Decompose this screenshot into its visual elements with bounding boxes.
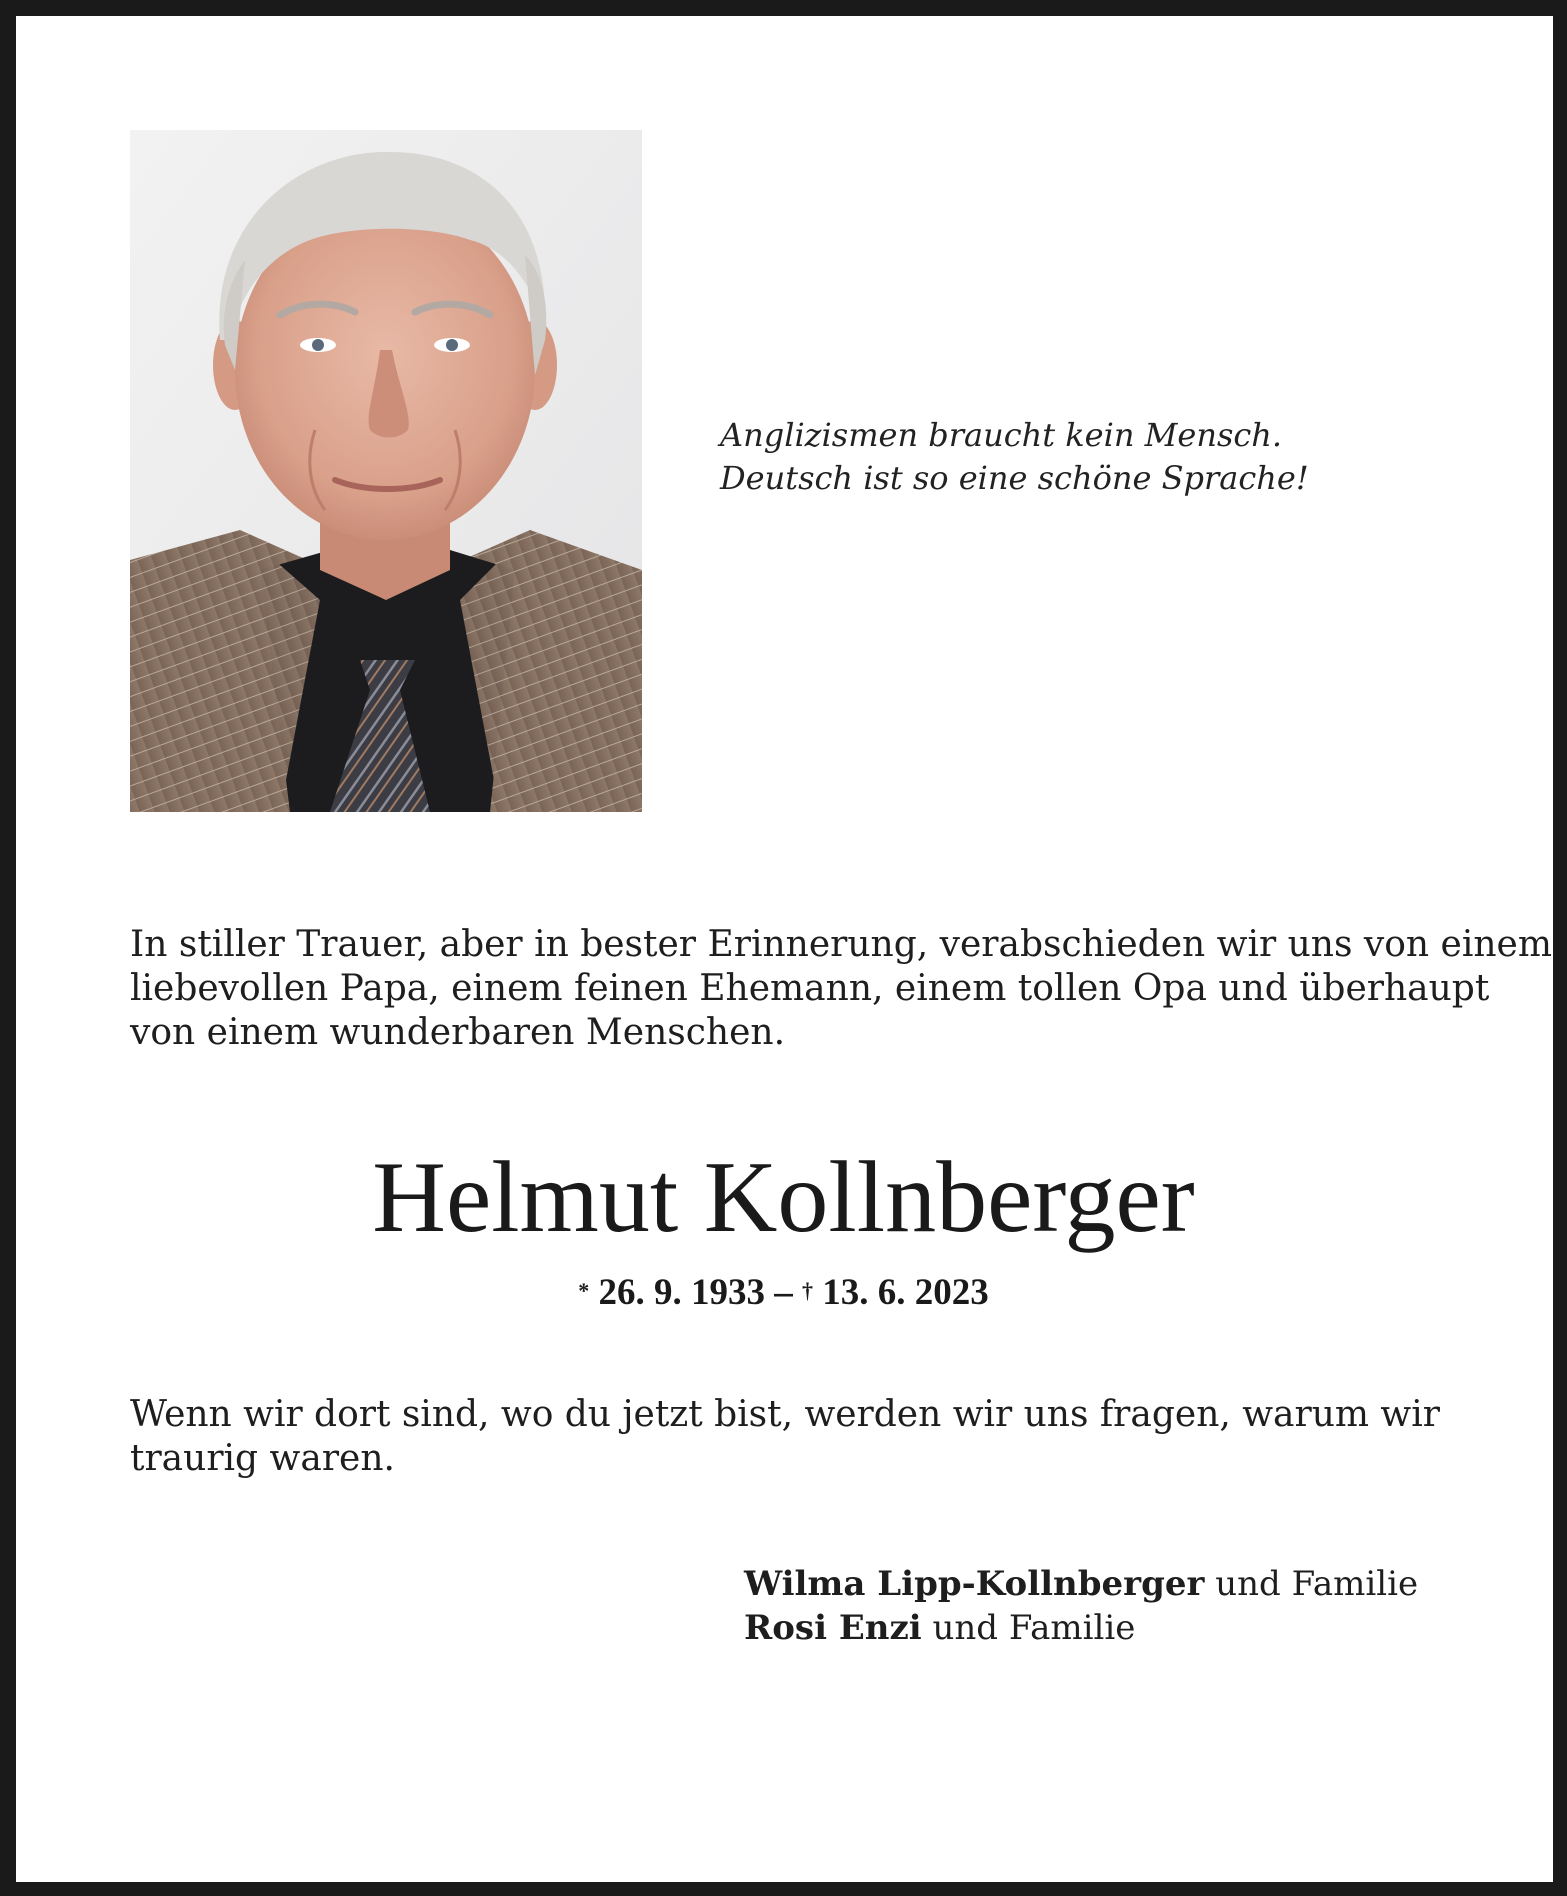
date-separator: – xyxy=(774,1272,793,1313)
closing-word: bist, xyxy=(714,1394,794,1435)
quote-line-2: Deutsch ist so eine schöne Sprache! xyxy=(720,459,1309,497)
closing-word: du xyxy=(564,1394,611,1435)
birth-date: 26. 9. 1933 xyxy=(598,1272,765,1313)
intro-text xyxy=(130,923,1552,1055)
closing-text xyxy=(130,1393,1440,1481)
closing-word: uns xyxy=(1023,1394,1089,1435)
signatures xyxy=(744,1562,1444,1650)
closing-word: jetzt xyxy=(622,1394,703,1435)
quote xyxy=(720,414,1440,500)
closing-word: warum xyxy=(1242,1394,1370,1435)
signature-suffix: und Familie xyxy=(1215,1564,1419,1604)
closing-word: fragen, xyxy=(1099,1394,1231,1435)
closing-word: sind, xyxy=(401,1394,490,1435)
closing-word: wir xyxy=(952,1394,1013,1435)
closing-word: Wenn xyxy=(130,1394,232,1435)
deceased-name: Helmut Kollnberger xyxy=(372,1141,1195,1254)
signature-line xyxy=(744,1606,1444,1650)
intro-line-1: In stiller Trauer, aber in bester Erinnerung, verabschieden wir uns von einem xyxy=(130,924,1552,965)
intro-line-3: von einem wunderbaren Menschen. xyxy=(130,1012,786,1053)
signature-name: Wilma Lipp-Kollnberger xyxy=(744,1564,1205,1604)
intro-line-2: liebevollen Papa, einem feinen Ehemann, einem tollen Opa und überhaupt xyxy=(130,968,1490,1009)
quote-line-1: Anglizismen braucht kein Mensch. xyxy=(720,416,1283,454)
closing-word: werden xyxy=(804,1394,942,1435)
closing-line-1 xyxy=(130,1393,1440,1437)
closing-line-2: traurig waren. xyxy=(130,1438,395,1479)
life-dates xyxy=(0,1270,1567,1316)
birth-symbol: * xyxy=(578,1278,590,1303)
signature-suffix: und Familie xyxy=(932,1608,1136,1648)
death-date: 13. 6. 2023 xyxy=(822,1272,989,1313)
portrait-photo-icon xyxy=(130,130,642,812)
signature-line xyxy=(744,1562,1444,1606)
death-symbol: † xyxy=(802,1278,813,1303)
closing-word: wir xyxy=(1380,1394,1440,1435)
closing-word: dort xyxy=(314,1394,391,1435)
closing-word: wir xyxy=(243,1394,303,1435)
signature-name: Rosi Enzi xyxy=(744,1608,922,1648)
closing-word: wo xyxy=(500,1394,554,1435)
